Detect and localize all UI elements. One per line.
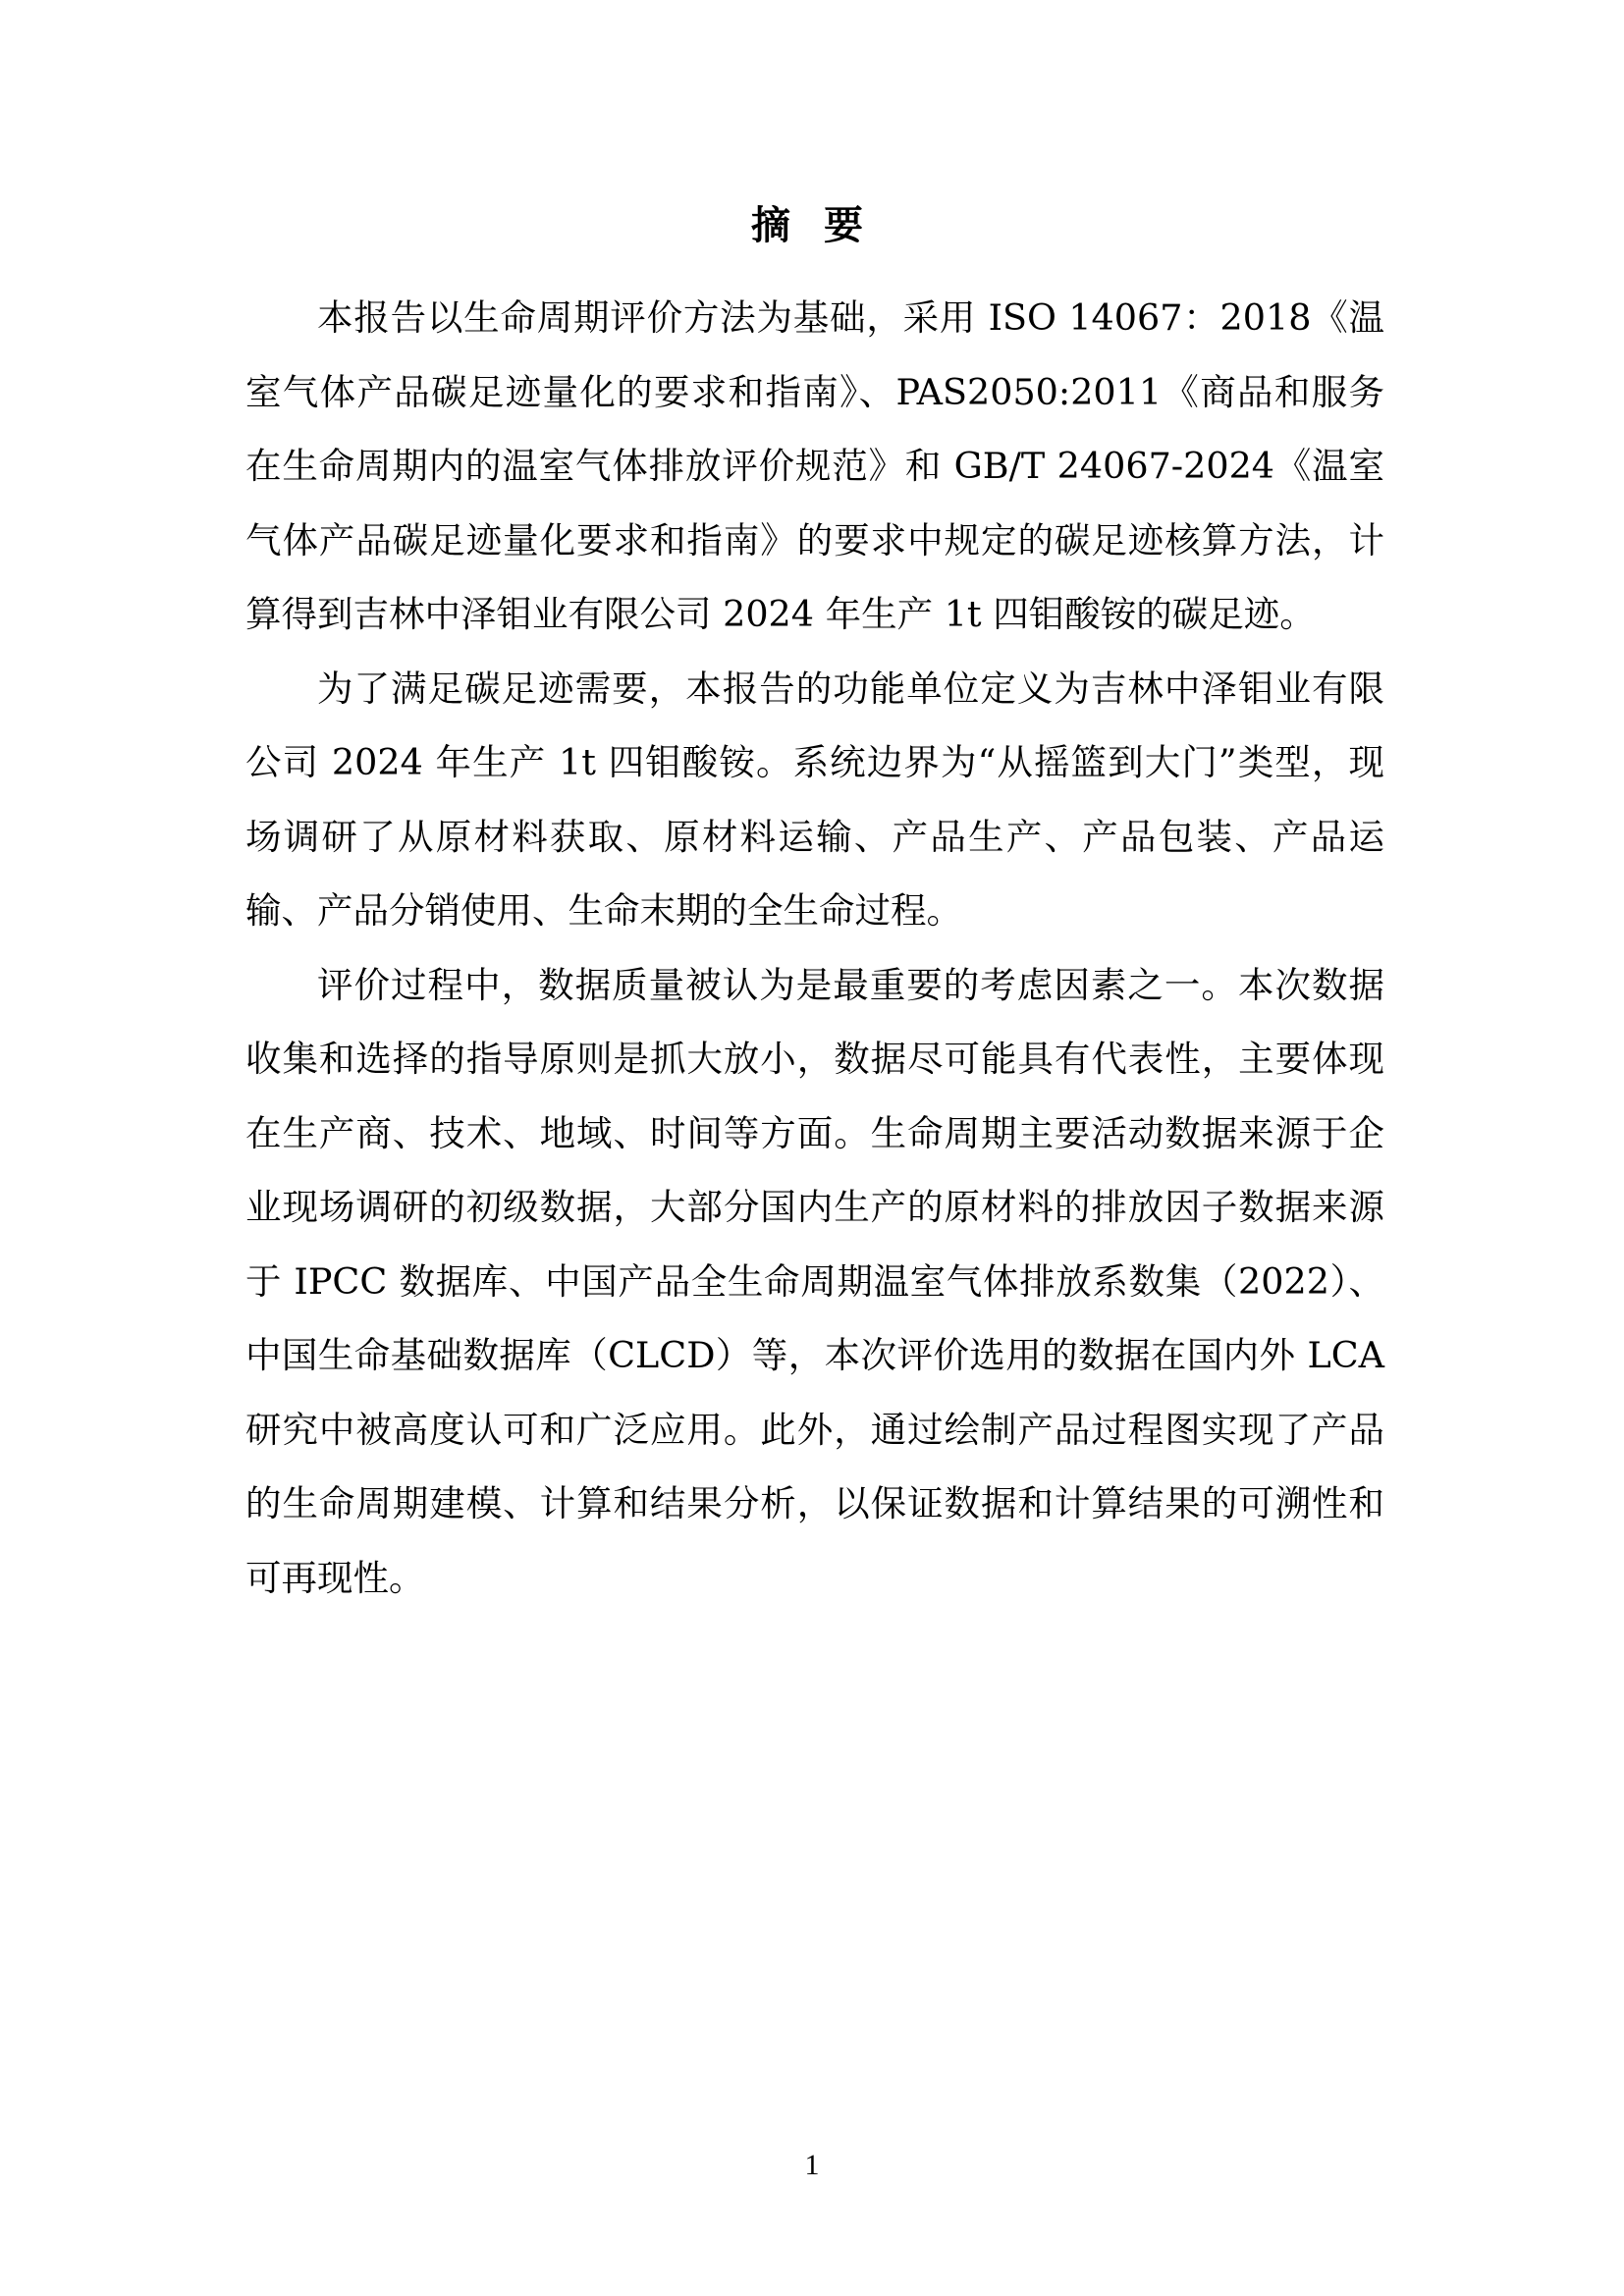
abstract-paragraph-1: 本报告以生命周期评价方法为基础，采用 ISO 14067：2018《温室气体产品碳足迹量化的要求和指南》、PAS2050:2011《商品和服务在生命周期内的温室气体排放评价规范》和 GB/T 24067-2024《温室气体产品碳足迹量化要求和指南》的要求中规定的碳足迹核算方法，计算得到吉林中泽钼业有限公司 2024 年生产 1t 四钼酸铵的碳足迹。 xyxy=(245,296,1384,635)
abstract-paragraph-2: 为了满足碳足迹需要，本报告的功能单位定义为吉林中泽钼业有限公司 2024 年生产 1t 四钼酸铵。系统边界为“从摇篮到大门”类型，现场调研了从原材料获取、原材料运输、产品生产、产品包装、产品运输、产品分销使用、生命末期的全生命过程。 xyxy=(245,667,1384,932)
abstract-body xyxy=(245,281,1384,1615)
page-number: 1 xyxy=(804,2149,820,2181)
document-title: 摘 要 xyxy=(751,203,873,248)
abstract-paragraph-3: 评价过程中，数据质量被认为是最重要的考虑因素之一。本次数据收集和选择的指导原则是抓大放小，数据尽可能具有代表性，主要体现在生产商、技术、地域、时间等方面。生命周期主要活动数据来源于企业现场调研的初级数据，大部分国内生产的原材料的排放因子数据来源于 IPCC 数据库、中国产品全生命周期温室气体排放系数集（2022）、中国生命基础数据库（CLCD）等，本次评价选用的数据在国内外 LCA 研究中被高度认可和广泛应用。此外，通过绘制产品过程图实现了产品的生命周期建模、计算和结果分析，以保证数据和计算结果的可溯性和可再现性。 xyxy=(245,963,1384,1599)
